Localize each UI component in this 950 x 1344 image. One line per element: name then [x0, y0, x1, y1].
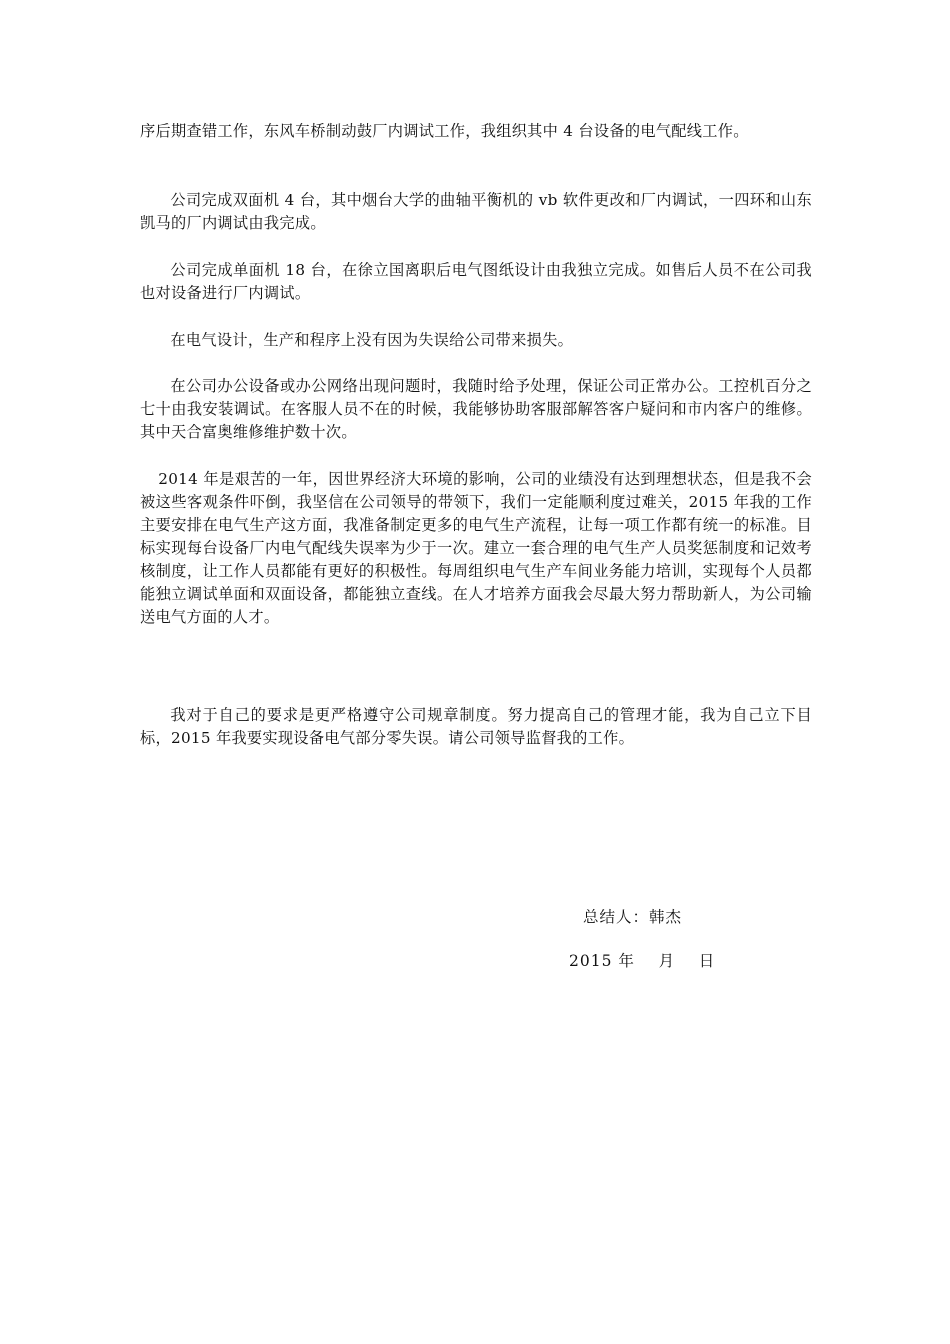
paragraph-continuation: 序后期查错工作，东风车桥制动鼓厂内调试工作，我组织其中 4 台设备的电气配线工作。 — [140, 122, 749, 140]
paragraph-self-requirements: 我对于自己的要求是更严格遵守公司规章制度。努力提高自己的管理才能，我为自己立下目标，2015 年我要实现设备电气部分零失误。请公司领导监督我的工作。 — [140, 706, 812, 747]
paragraph-double-sided-machines: 公司完成双面机 4 台，其中烟台大学的曲轴平衡机的 vb 软件更改和厂内调试，一四环和山东凯马的厂内调试由我完成。 — [140, 191, 812, 232]
signature-author: 总结人：韩杰 — [583, 908, 683, 926]
paragraph-no-losses: 在电气设计，生产和程序上没有因为失误给公司带来损失。 — [170, 331, 574, 349]
signature-date: 2015 年 月 日 — [569, 952, 716, 970]
paragraph-office-support: 在公司办公设备或办公网络出现问题时，我随时给予处理，保证公司正常办公。工控机百分之七十由我安装调试。在客服人员不在的时候，我能够协助客服部解答客户疑问和市内客户的维修。其中天合富奥维修维护数十次。 — [140, 377, 812, 441]
paragraph-2015-plan: 2014 年是艰苦的一年，因世界经济大环境的影响，公司的业绩没有达到理想状态，但是我不会被这些客观条件吓倒，我坚信在公司领导的带领下，我们一定能顺利度过难关，2015 年我的工作主要安排在电气生产这方面，我准备制定更多的电气生产流程，让每一项工作都有统一的标准。目标实现每台设备厂内电气配线失误率为少于一次。建立一套合理的电气生产人员奖惩制度和记效考核制度，让工作人员都能有更好的积极性。每周组织电气生产车间业务能力培训，实现每个人员都能独立调试单面和双面设备，都能独立查线。在人才培养方面我会尽最大努力帮助新人，为公司输送电气方面的人才。 — [140, 470, 812, 626]
paragraph-single-sided-machines: 公司完成单面机 18 台，在徐立国离职后电气图纸设计由我独立完成。如售后人员不在公司我也对设备进行厂内调试。 — [140, 261, 812, 302]
